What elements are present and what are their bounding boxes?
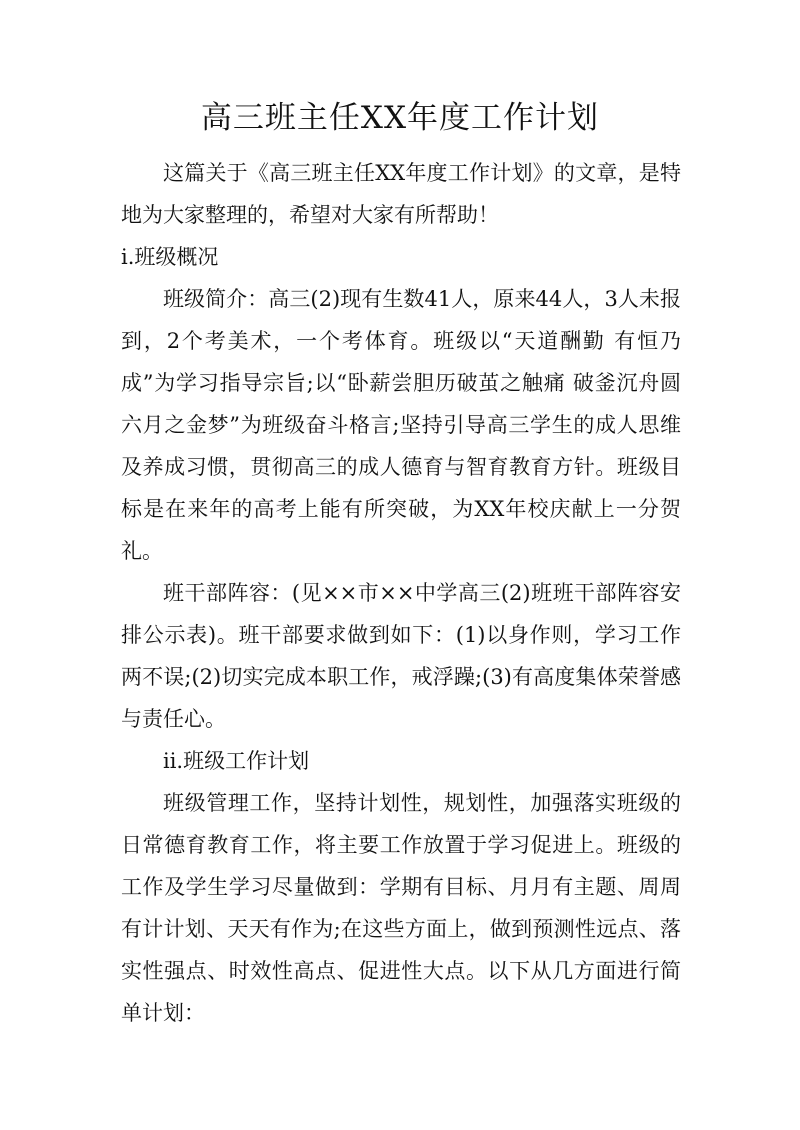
work-plan-paragraph: 班级管理工作，坚持计划性，规划性，加强落实班级的日常德育教育工作，将主要工作放置于学习促进上。班级的工作及学生学习尽量做到：学期有目标、月月有主题、周周有计计划、天天有作为;在这些方面上，做到预测性远点、落实性强点、时效性高点、促进性大点。以下从几方面进行简单计划： <box>121 791 681 1025</box>
intro-paragraph: 这篇关于《高三班主任XX年度工作计划》的文章，是特地为大家整理的，希望对大家有所帮助！ <box>121 161 681 227</box>
class-profile-paragraph: 班级简介：高三(2)现有生数41人，原来44人，3人未报到，2个考美术，一个考体育。班级以“天道酬勤 有恒乃成”为学习指导宗旨;以“卧薪尝胆历破茧之触痛 破釜沉舟圆六月之金梦”为班级奋斗格言;坚持引导高三学生的成人思维及养成习惯，贯彻高三的成人德育与智育教育方针。班级目标是在来年的高考上能有所突破，为XX年校庆献上一分贺礼。 <box>121 287 681 563</box>
class-leaders-paragraph: 班干部阵容：(见××市××中学高三(2)班班干部阵容安排公示表)。班干部要求做到如下：(1)以身作则，学习工作两不误;(2)切实完成本职工作，戒浮躁;(3)有高度集体荣誉感与责任心。 <box>121 581 681 731</box>
section-heading-work-plan: ⅱ.班级工作计划 <box>163 749 310 773</box>
section-heading-class-overview: ⅰ.班级概况 <box>121 245 219 269</box>
document-title: 高三班主任XX年度工作计划 <box>200 100 600 136</box>
